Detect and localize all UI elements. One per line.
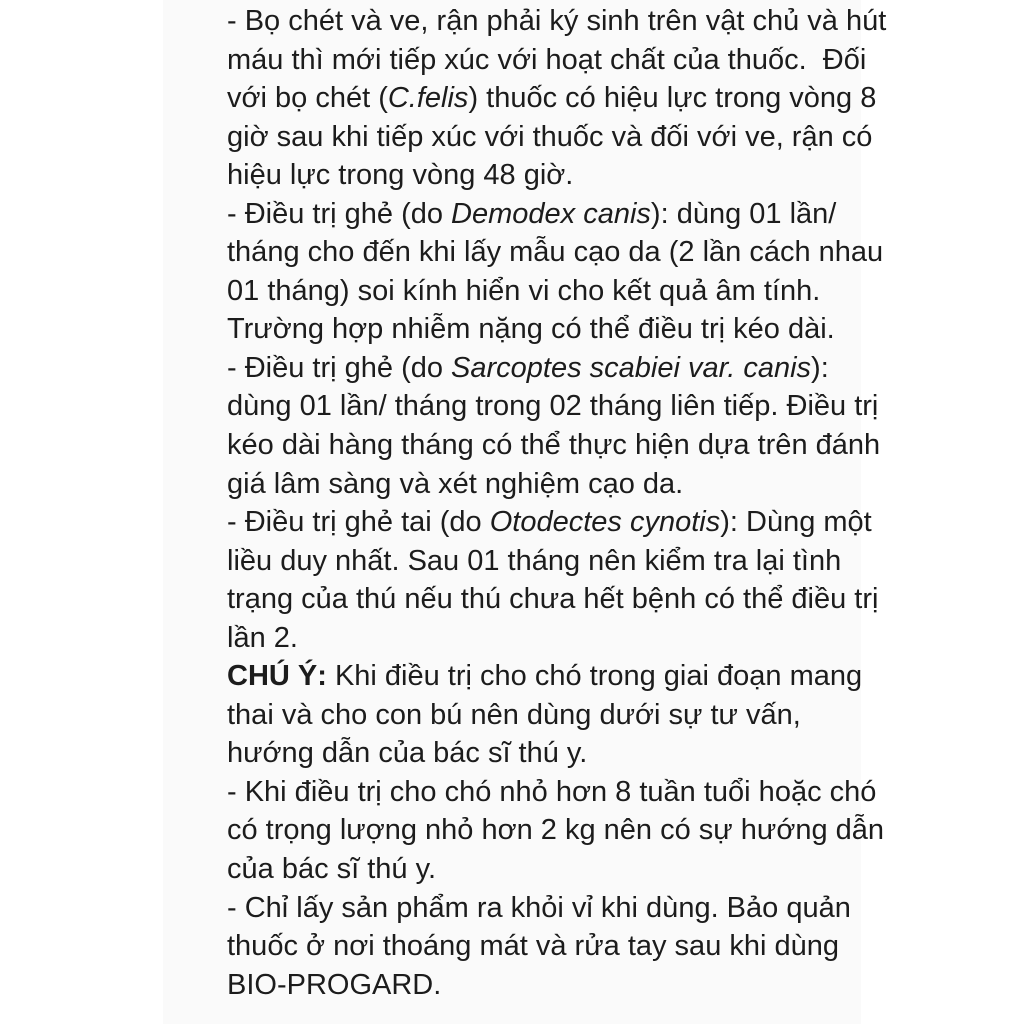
text-segment: Khi điều trị cho chó trong giai đoạn mang [326, 660, 863, 693]
text-segment: máu thì mới tiếp xúc với hoạt chất của thuốc. Đối [227, 43, 867, 76]
text-segment: giá lâm sàng và xét nghiệm cạo da. [227, 467, 684, 500]
text-segment: - Điều trị ghẻ tai (do [227, 506, 490, 539]
text-segment: tháng cho đến khi lấy mẫu cạo da (2 lần cách nhau [227, 236, 884, 269]
text-segment: giờ sau khi tiếp xúc với thuốc và đối với ve, rận có [227, 120, 873, 153]
emphasis-label: CHÚ Ý: [227, 660, 327, 693]
text-line [227, 696, 813, 735]
text-line [227, 850, 813, 889]
text-line [227, 465, 813, 504]
text-segment: liều duy nhất. Sau 01 tháng nên kiểm tra lại tình [227, 544, 842, 577]
text-segment: ): [811, 351, 829, 384]
species-name: Demodex canis [451, 197, 651, 230]
text-segment: với bọ chét ( [227, 82, 388, 115]
text-segment: hiệu lực trong vòng 48 giờ. [227, 159, 574, 192]
text-line [227, 349, 829, 388]
text-segment: thai và cho con bú nên dùng dưới sự tư vấn, [227, 698, 801, 731]
text-line [227, 387, 879, 426]
text-line [227, 927, 840, 966]
text-line [227, 503, 872, 542]
text-segment: BIO-PROGARD. [227, 968, 442, 1001]
text-line [227, 310, 835, 349]
text-segment: ) thuốc có hiệu lực trong vòng 8 [468, 82, 877, 115]
text-segment: ): Dùng một [720, 506, 872, 539]
description-panel [163, 0, 887, 1024]
text-segment: - Chỉ lấy sản phẩm ra khỏi vỉ khi dùng. Bảo quản [227, 891, 851, 924]
text-segment: - Điều trị ghẻ (do [227, 197, 452, 230]
text-line [227, 156, 813, 195]
text-line [227, 41, 867, 80]
text-line [227, 889, 851, 928]
text-segment: kéo dài hàng tháng có thể thực hiện dựa trên đánh [227, 429, 881, 462]
text-segment: hướng dẫn của bác sĩ thú y. [227, 737, 588, 770]
species-name: C.felis [387, 82, 469, 115]
text-line [227, 619, 813, 658]
text-line [227, 79, 877, 118]
text-line [227, 811, 885, 850]
text-segment: dùng 01 lần/ tháng trong 02 tháng liên tiếp. Điều trị [227, 390, 879, 423]
text-line [227, 773, 877, 812]
paragraph-storage-handling [227, 889, 851, 1005]
text-segment: trạng của thú nếu thú chưa hết bệnh có thể điều trị [227, 583, 879, 616]
species-name: Otodectes cynotis [489, 506, 721, 539]
text-segment: có trọng lượng nhỏ hơn 2 kg nên có sự hướng dẫn [227, 814, 885, 847]
text-line [227, 580, 879, 619]
text-segment: - Bọ chét và ve, rận phải ký sinh trên vật chủ và hút [227, 5, 887, 37]
text-segment: ): dùng 01 lần/ [650, 197, 837, 230]
text-segment: lần 2. [227, 621, 298, 654]
text-segment: thuốc ở nơi thoáng mát và rửa tay sau khi dùng [227, 930, 840, 963]
paragraph-note-pregnant-nursing [227, 657, 863, 773]
description-text [227, 2, 887, 1004]
text-segment: - Khi điều trị cho chó nhỏ hơn 8 tuần tuổi hoặc chó [227, 775, 877, 808]
paragraph-note-puppies-small-dogs [227, 773, 885, 889]
text-line [227, 426, 881, 465]
text-line [227, 966, 813, 1005]
text-segment: Trường hợp nhiễm nặng có thể điều trị kéo dài. [227, 313, 835, 346]
text-segment: 01 tháng) soi kính hiển vi cho kết quả âm tính. [227, 274, 821, 307]
text-line [227, 272, 821, 311]
text-segment: của bác sĩ thú y. [227, 853, 437, 886]
text-segment: - Điều trị ghẻ (do [227, 351, 452, 384]
text-line [227, 734, 813, 773]
paragraph-otodectes-treatment [227, 503, 879, 657]
paragraph-flea-tick-contact [227, 2, 887, 195]
text-line [227, 195, 837, 234]
text-line [227, 657, 863, 696]
species-name: Sarcoptes scabiei var. canis [451, 351, 812, 384]
text-line [227, 233, 884, 272]
text-line [227, 542, 842, 581]
paragraph-demodex-treatment [227, 195, 884, 349]
text-line [227, 2, 887, 41]
text-line [227, 118, 873, 157]
paragraph-sarcoptes-treatment [227, 349, 881, 503]
